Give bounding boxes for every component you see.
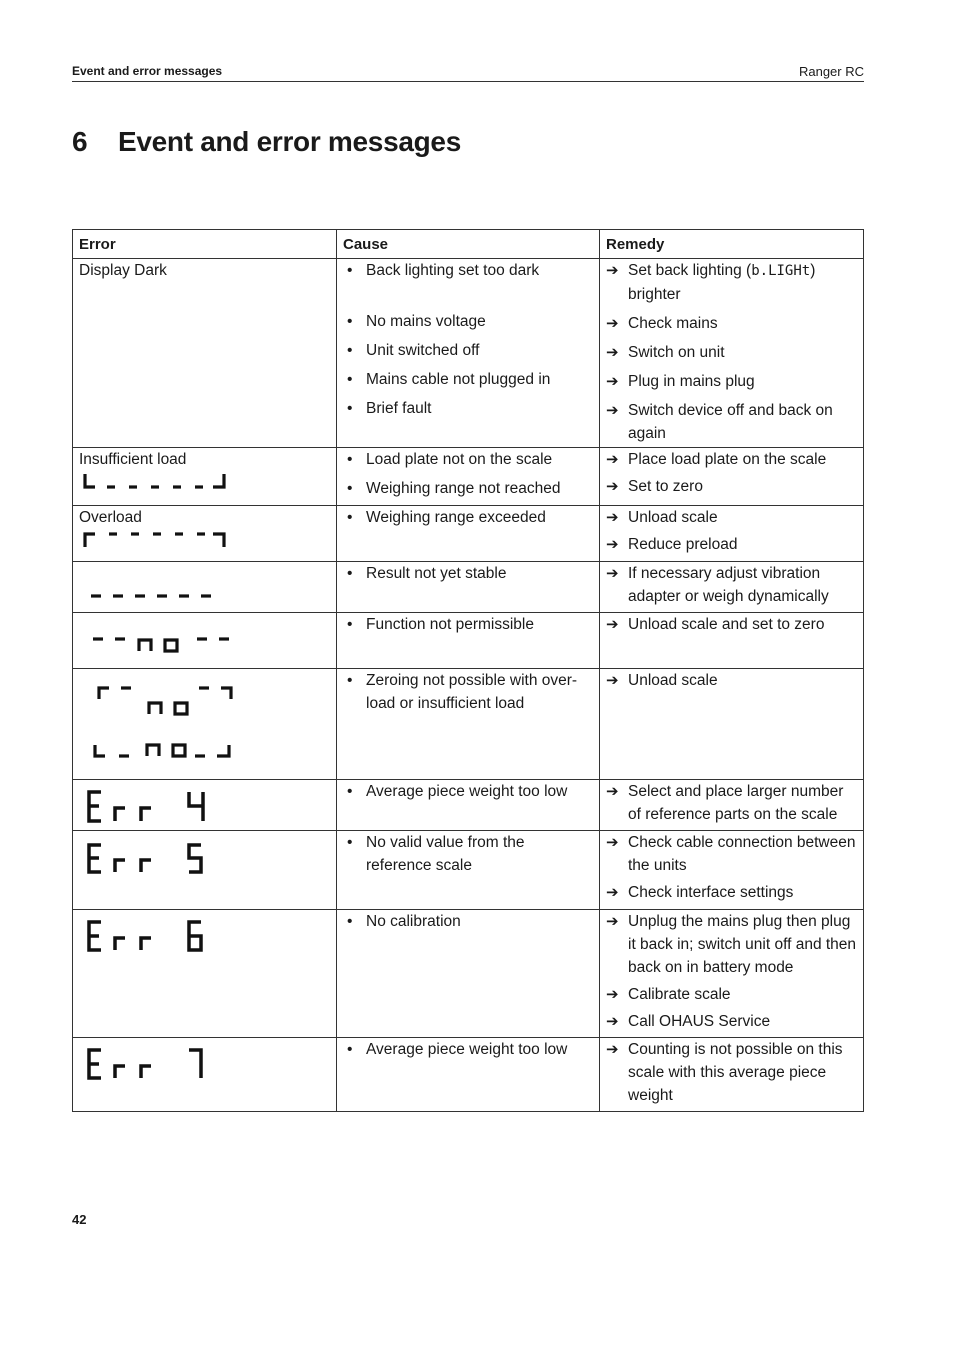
cause-item: • Unit switched off [343, 339, 593, 362]
remedy-item: ➔ Set back lighting (b.LIGHt) brighter [606, 259, 857, 306]
error-label: Display Dark [79, 262, 167, 279]
err-4-display-icon [79, 780, 219, 826]
table-row [73, 562, 864, 613]
table-row [73, 669, 864, 780]
err-7-display-icon [79, 1038, 219, 1084]
remedy-item: ➔ Counting is not possible on this scale with this average piece weight [606, 1038, 857, 1107]
cause-item: • Brief fault [343, 397, 593, 420]
remedy-item: ➔ Check mains [606, 312, 857, 335]
remedy-item: ➔ Plug in mains plug [606, 370, 857, 393]
chapter-number: 6 [72, 126, 88, 157]
remedy-item: ➔ Switch device off and back on again [606, 399, 857, 445]
table-row [73, 910, 864, 1038]
table-header-row [73, 230, 864, 259]
remedy-item: ➔ Switch on unit [606, 341, 857, 364]
remedy-item: ➔ Set to zero [606, 475, 857, 498]
chapter-title: Event and error messages [118, 126, 461, 157]
page-number: 42 [72, 1212, 87, 1227]
cause-item: • Result not yet stable [343, 562, 593, 585]
remedy-item: ➔ Select and place larger number of reference parts on the scale [606, 780, 857, 826]
chapter-heading [72, 126, 461, 158]
cause-item: • Weighing range exceeded [343, 506, 593, 529]
remedy-item: ➔ Unplug the mains plug then plug it back in; switch unit off and then back on in battery mode [606, 910, 857, 979]
cause-item: • Weighing range not reached [343, 477, 593, 500]
remedy-item: ➔ If necessary adjust vibration adapter or weigh dynamically [606, 562, 857, 608]
running-header-product: Ranger RC [798, 64, 864, 79]
table-row [73, 448, 864, 506]
table-row [73, 259, 864, 448]
remedy-item: ➔ Check cable connection between the units [606, 831, 857, 877]
cause-item: • No valid value from the reference scale [343, 831, 593, 877]
table-row [73, 1038, 864, 1112]
error-label: Insufficient load [79, 451, 187, 468]
remedy-item: ➔ Unload scale [606, 506, 857, 529]
cause-item: • Load plate not on the scale [343, 448, 593, 471]
column-header-error: Error [73, 230, 337, 259]
cause-item: • Mains cable not plugged in [343, 368, 593, 391]
table-row [73, 831, 864, 910]
remedy-item: ➔ Calibrate scale [606, 983, 857, 1006]
remedy-item: ➔ Call OHAUS Service [606, 1010, 857, 1033]
remedy-item: ➔ Unload scale [606, 669, 857, 692]
error-label: Overload [79, 509, 142, 526]
err-6-display-icon [79, 910, 219, 956]
display-code: b.LIGHt [751, 263, 811, 279]
column-header-remedy: Remedy [600, 230, 864, 259]
table-row [73, 780, 864, 831]
not-permissible-display-icon [79, 613, 249, 663]
cause-item: • Average piece weight too low [343, 780, 593, 803]
overload-display-icon [79, 529, 239, 553]
cause-item: • Zeroing not possible with over-load or insufficient load [343, 669, 593, 715]
header-divider [72, 81, 864, 82]
remedy-item: ➔ Place load plate on the scale [606, 448, 857, 471]
column-header-cause: Cause [337, 230, 600, 259]
running-header-section: Event and error messages [72, 64, 223, 78]
remedy-item: ➔ Reduce preload [606, 533, 857, 556]
cause-item: • Average piece weight too low [343, 1038, 593, 1061]
table-row [73, 506, 864, 562]
unstable-display-icon [79, 562, 239, 608]
error-table [72, 229, 864, 1112]
remedy-item: ➔ Unload scale and set to zero [606, 613, 857, 636]
underload-display-icon [79, 471, 239, 495]
cause-item: • No mains voltage [343, 310, 593, 333]
cause-item: • Function not permissible [343, 613, 593, 636]
cause-item: • No calibration [343, 910, 593, 933]
table-row [73, 613, 864, 669]
remedy-item: ➔ Check interface settings [606, 881, 857, 904]
zeroing-not-possible-display-icon [79, 669, 249, 775]
err-5-display-icon [79, 831, 219, 877]
cause-item: • Back lighting set too dark [343, 259, 593, 282]
